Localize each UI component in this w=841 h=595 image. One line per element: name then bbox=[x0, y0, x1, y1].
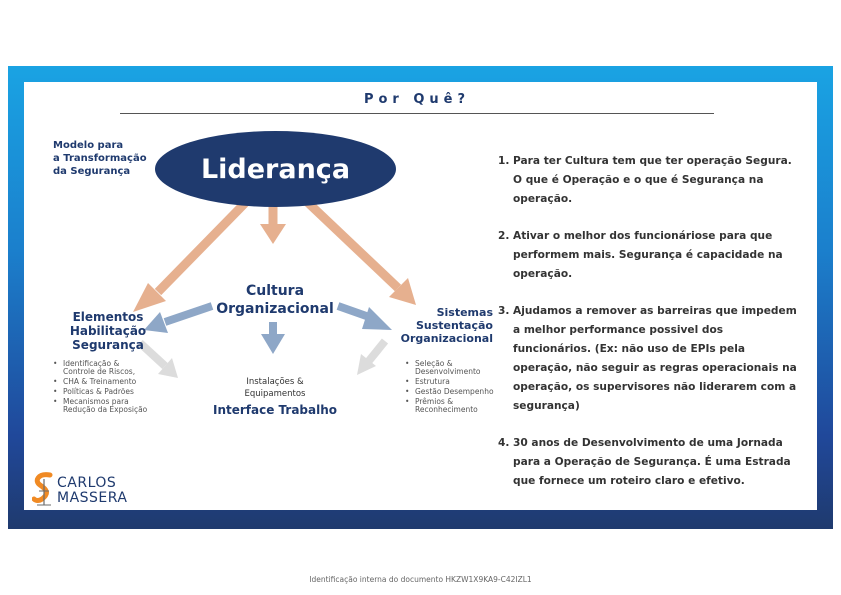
center-item: Equipamentos bbox=[244, 389, 306, 399]
list-item: • Gestão Desempenho bbox=[405, 388, 495, 396]
logo-line: CARLOS bbox=[57, 475, 117, 491]
reason-item bbox=[498, 227, 803, 284]
reason-number: 1. bbox=[498, 155, 510, 167]
reason-text: 30 anos de Desenvolvimento de uma Jornada para a Operação de Segurança. É uma Estrada que fornece um roteiro claro e efetivo. bbox=[513, 437, 791, 487]
reason-text: Para ter Cultura tem que ter operação Segura. O que é Operação e o que é Segurança na operação. bbox=[513, 155, 792, 205]
interface-label: Interface Trabalho bbox=[212, 403, 338, 417]
left-heading-line: Habilitação bbox=[69, 324, 147, 338]
right-heading-line: Organizacional bbox=[400, 332, 493, 345]
model-label-line: da Segurança bbox=[53, 166, 131, 177]
right-heading bbox=[393, 306, 493, 345]
reason-text: Ativar o melhor dos funcionáriose para que performem mais. Segurança é capacidade na operação. bbox=[513, 230, 783, 280]
model-label-line: a Transformação bbox=[53, 153, 147, 164]
arrow-leadership-right bbox=[302, 197, 398, 288]
left-items bbox=[53, 360, 153, 416]
slide-title: Por Quê? bbox=[363, 92, 471, 107]
reasons-list bbox=[498, 152, 803, 509]
arrow-head-culture-right bbox=[362, 307, 392, 330]
reason-number: 4. bbox=[498, 437, 510, 449]
list-item: • Seleção & Desenvolvimento bbox=[405, 360, 495, 376]
list-item: • Identificação & Controle de Riscos, bbox=[53, 360, 153, 376]
leadership-label: Liderança bbox=[200, 153, 351, 185]
culture-line: Cultura bbox=[245, 283, 305, 299]
list-item: • Políticas & Padrões bbox=[53, 388, 153, 396]
center-item: Instalações & bbox=[246, 377, 304, 387]
culture-label bbox=[205, 282, 345, 318]
right-items bbox=[405, 360, 495, 416]
arrow-head-culture-center bbox=[261, 334, 285, 354]
arrow-grey-right bbox=[368, 341, 385, 362]
document-id-footer: Identificação interna do documento HKZW1X9KA9-C42IZL1 bbox=[309, 575, 532, 584]
reason-item bbox=[498, 152, 803, 209]
list-item: • Prêmios & Reconhecimento bbox=[405, 398, 495, 414]
arrow-head-center bbox=[260, 224, 286, 244]
right-heading-line: Sistemas bbox=[436, 306, 493, 319]
reason-number: 3. bbox=[498, 305, 510, 317]
center-items bbox=[215, 376, 335, 400]
left-heading-line: Elementos bbox=[72, 310, 144, 324]
logo-wordmark bbox=[57, 476, 128, 506]
list-item: • Mecanismos para Redução da Exposição bbox=[53, 398, 153, 414]
list-item: • Estrutura bbox=[405, 378, 495, 386]
model-label-line: Modelo para bbox=[53, 140, 124, 151]
reason-item bbox=[498, 302, 803, 416]
reason-item bbox=[498, 434, 803, 491]
reason-text: Ajudamos a remover as barreiras que impedem a melhor performance possivel dos funcionários. (Ex: não uso de EPIs pela operação, não seguir as regras operacionais na operação, os supervisores não liderarem com a segurança) bbox=[513, 305, 797, 412]
right-heading-line: Sustentação bbox=[415, 319, 493, 332]
reason-number: 2. bbox=[498, 230, 510, 242]
arrow-leadership-left bbox=[158, 200, 248, 292]
logo-mark-icon bbox=[32, 471, 56, 507]
list-item: • CHA & Treinamento bbox=[53, 378, 153, 386]
left-heading-line: Segurança bbox=[72, 338, 144, 352]
left-heading bbox=[53, 310, 163, 352]
culture-line: Organizacional bbox=[216, 301, 334, 317]
logo-line: MASSERA bbox=[57, 490, 128, 506]
